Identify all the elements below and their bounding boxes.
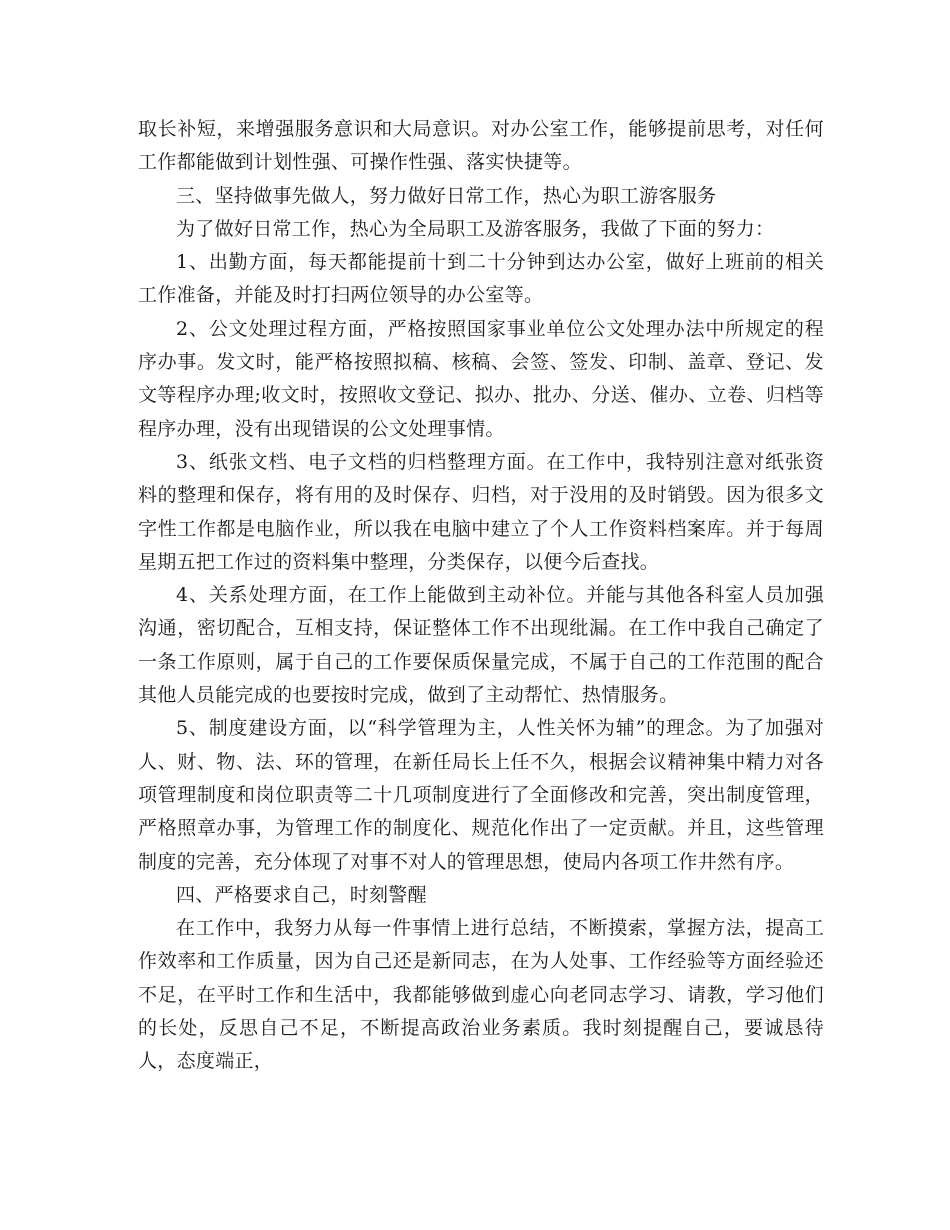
paragraph-section-4: 在工作中，我努力从每一件事情上进行总结，不断摸索，掌握方法，提高工作效率和工作质量，因为自己还是新同志，在为人处事、工作经验等方面经验还不足，在平时工作和生活中，我都能够做到虚心向老同志学习、请教，学习他们的长处，反思自己不足，不断提高政治业务素质。我时刻提醒自己，要诚恳待人，态度端正，: [138, 917, 824, 1073]
section-heading-4: 四、严格要求自己，时刻警醒: [176, 883, 427, 906]
paragraph-item-4: 4、关系处理方面，在工作上能做到主动补位。并能与其他各科室人员加强沟通，密切配合，互相支持，保证整体工作不出现纰漏。在工作中我自己确定了一条工作原则，属于自己的工作要保质保量完成，不属于自己的工作范围的配合其他人员能完成的也要按时完成，做到了主动帮忙、热情服务。: [138, 584, 824, 707]
paragraph-item-5: 5、制度建设方面，以“科学管理为主，人性关怀为辅”的理念。为了加强对人、财、物、法、环的管理，在新任局长上任不久，根据会议精神集中精力对各项管理制度和岗位职责等二十几项制度进行了全面修改和完善，突出制度管理，严格照章办事，为管理工作的制度化、规范化作出了一定贡献。并且，这些管理制度的完善，充分体现了对事不对人的管理思想，使局内各项工作井然有序。: [138, 717, 824, 873]
paragraph-item-3: 3、纸张文档、电子文档的归档整理方面。在工作中，我特别注意对纸张资料的整理和保存，将有用的及时保存、归档，对于没用的及时销毁。因为很多文字性工作都是电脑作业，所以我在电脑中建立了个人工作资料档案库。并于每周星期五把工作过的资料集中整理，分类保存，以便今后查找。: [138, 450, 824, 573]
paragraph-item-1: 1、出勤方面，每天都能提前十到二十分钟到达办公室，做好上班前的相关工作准备，并能及时打扫两位领导的办公室等。: [138, 251, 824, 307]
paragraph-continuation: 取长补短，来增强服务意识和大局意识。对办公室工作，能够提前思考，对任何工作都能做到计划性强、可操作性强、落实快捷等。: [138, 118, 824, 174]
section-heading-3: 三、坚持做事先做人，努力做好日常工作，热心为职工游客服务: [176, 184, 717, 207]
paragraph-item-2: 2、公文处理过程方面，严格按照国家事业单位公文处理办法中所规定的程序办事。发文时，能严格按照拟稿、核稿、会签、签发、印制、盖章、登记、发文等程序办理;收文时，按照收文登记、拟办、批办、分送、催办、立卷、归档等程序办理，没有出现错误的公文处理事情。: [138, 317, 824, 440]
document-body: [138, 113, 824, 1079]
paragraph-intro: 为了做好日常工作，热心为全局职工及游客服务，我做了下面的努力：: [176, 217, 775, 240]
